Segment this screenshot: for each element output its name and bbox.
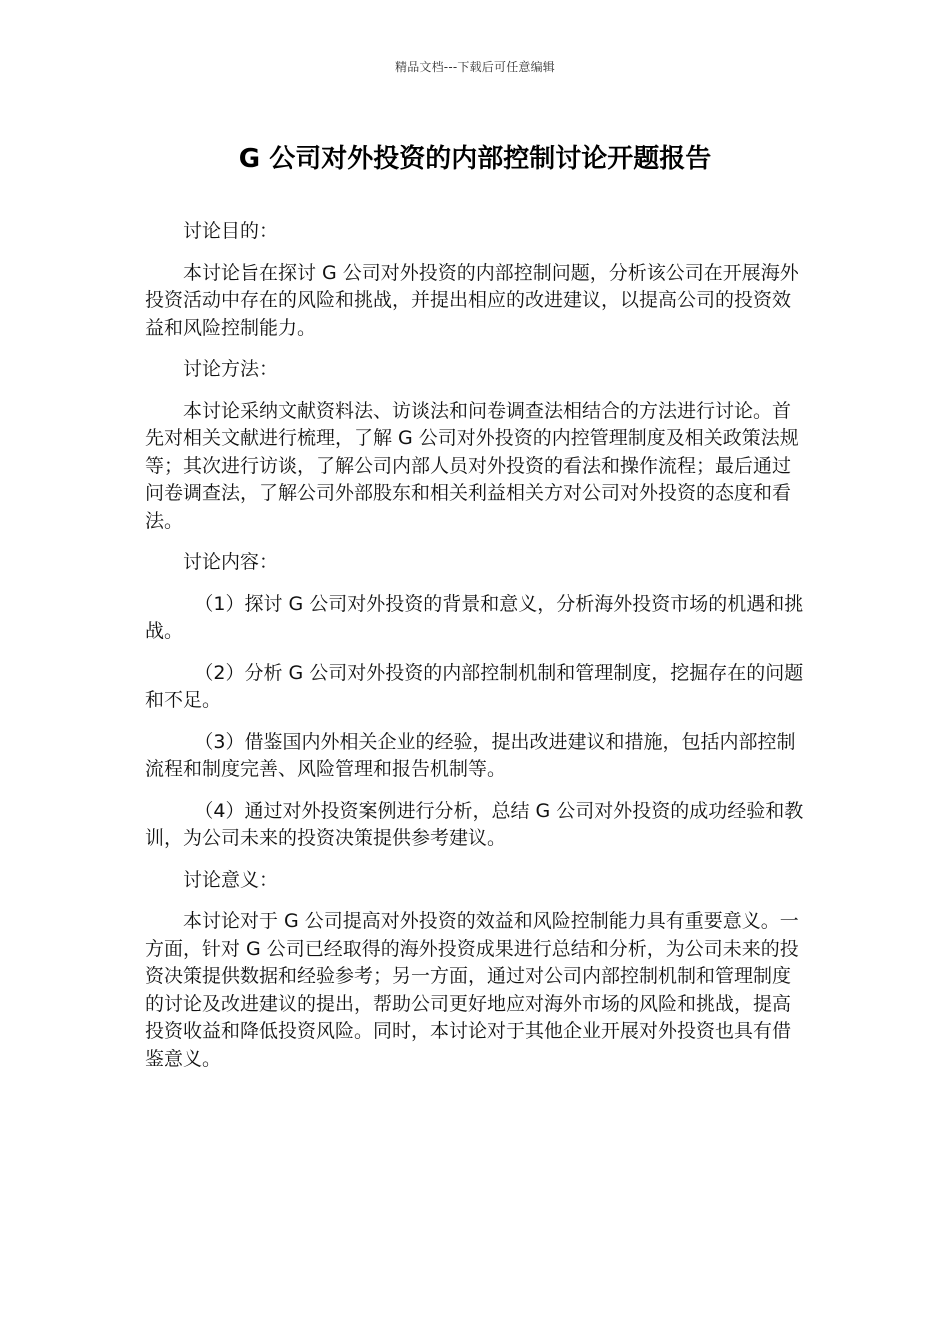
header-note: 精品文档---下载后可任意编辑	[395, 60, 555, 74]
purpose-paragraph: 本讨论旨在探讨 G 公司对外投资的内部控制问题，分析该公司在开展海外投资活动中存在的风险和挑战，并提出相应的改进建议，以提高公司的投资效益和风险控制能力。	[145, 261, 799, 339]
document-body	[145, 218, 807, 1087]
content-item-2: （2）分析 G 公司对外投资的内部控制机制和管理制度，挖掘存在的问题和不足。	[145, 661, 804, 711]
content-heading: 讨论内容：	[183, 551, 279, 573]
document-title: G 公司对外投资的内部控制讨论开题报告	[238, 144, 712, 174]
content-item-1: （1）探讨 G 公司对外投资的背景和意义，分析海外投资市场的机遇和挑战。	[145, 592, 804, 642]
method-paragraph: 本讨论采纳文献资料法、访谈法和问卷调查法相结合的方法进行讨论。首先对相关文献进行梳理，了解 G 公司对外投资的内控管理制度及相关政策法规等；其次进行访谈，了解公司内部人员对外投资的看法和操作流程；最后通过问卷调查法，了解公司外部股东和相关利益相关方对公司对外投资的态度和看法。	[145, 399, 799, 532]
significance-paragraph: 本讨论对于 G 公司提高对外投资的效益和风险控制能力具有重要意义。一方面，针对 G 公司已经取得的海外投资成果进行总结和分析，为公司未来的投资决策提供数据和经验参考；另一方面，通过对公司内部控制机制和管理制度的讨论及改进建议的提出，帮助公司更好地应对海外市场的风险和挑战，提高投资收益和降低投资风险。同时，本讨论对于其他企业开展对外投资也具有借鉴意义。	[145, 910, 799, 1070]
purpose-heading: 讨论目的：	[183, 220, 279, 242]
content-item-3: （3）借鉴国内外相关企业的经验，提出改进建议和措施，包括内部控制流程和制度完善、风险管理和报告机制等。	[145, 730, 796, 780]
content-item-4: （4）通过对外投资案例进行分析，总结 G 公司对外投资的成功经验和教训，为公司未来的投资决策提供参考建议。	[145, 799, 804, 849]
method-heading: 讨论方法：	[183, 358, 279, 380]
significance-heading: 讨论意义：	[183, 868, 279, 891]
